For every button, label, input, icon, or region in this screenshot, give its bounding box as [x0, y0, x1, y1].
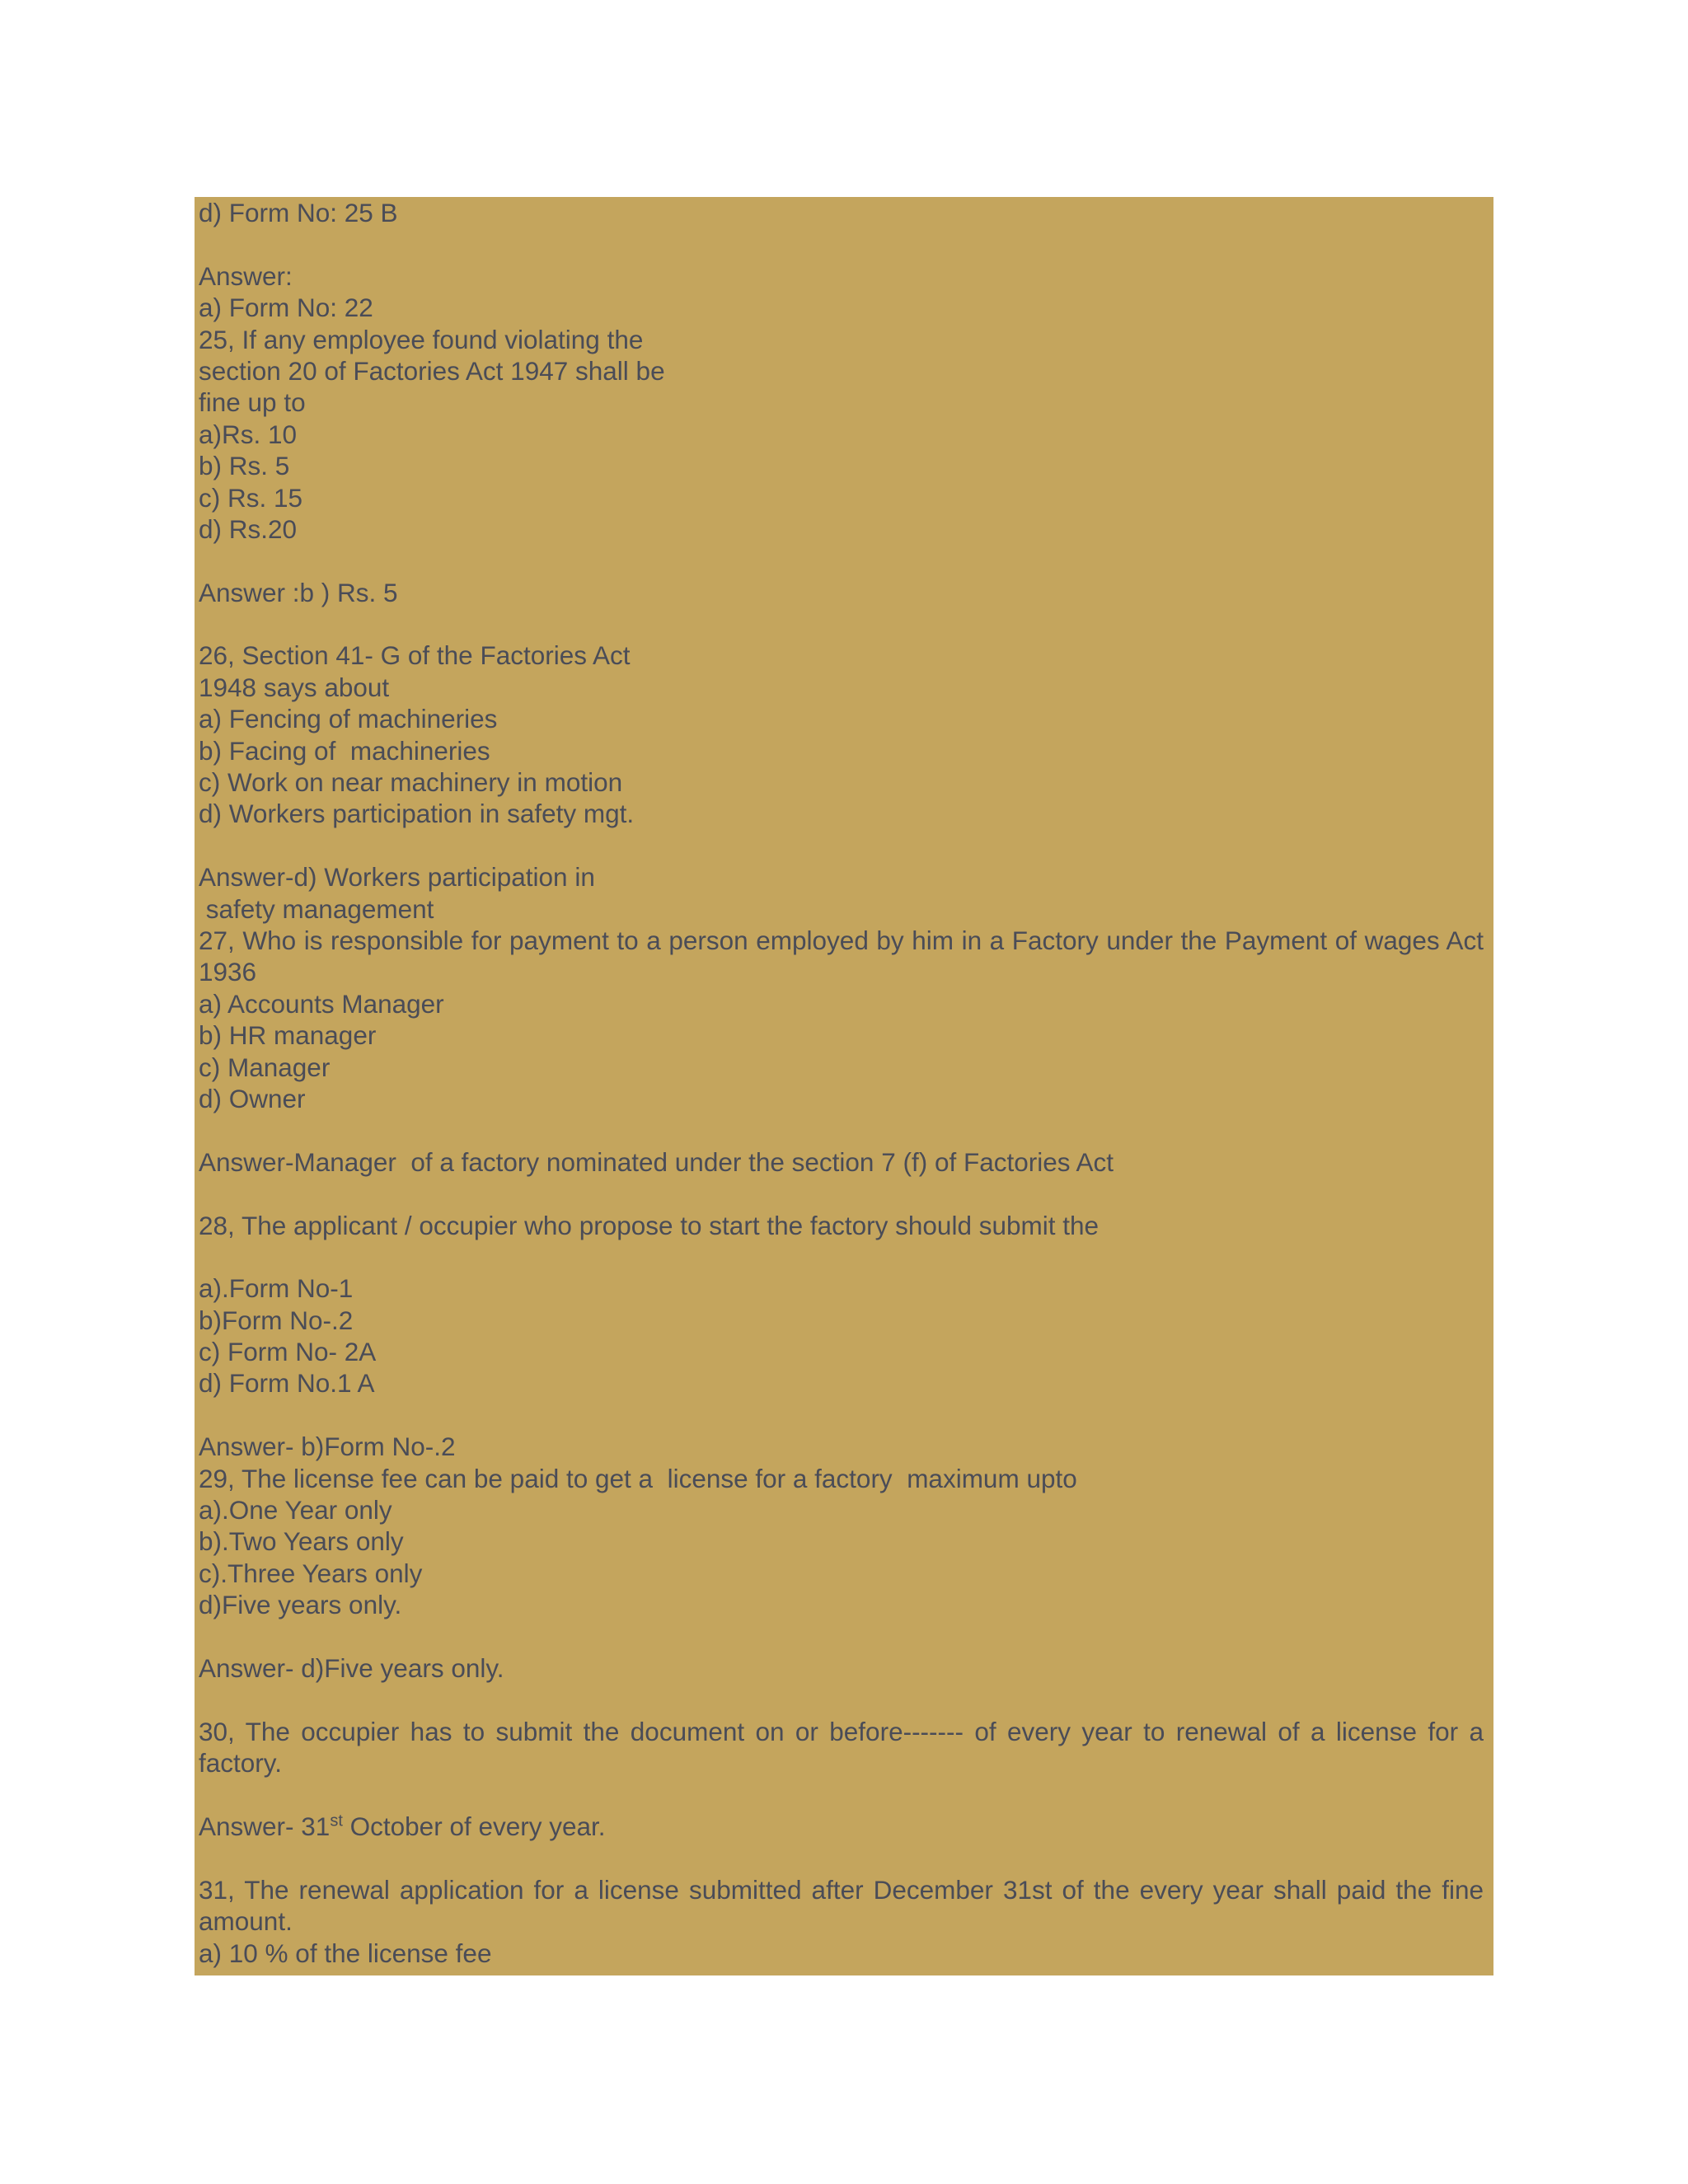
option-line: b) Rs. 5 [199, 451, 290, 481]
text-line: fine up to [199, 387, 306, 418]
line-gap [199, 1241, 1484, 1272]
line-gap [199, 1114, 1484, 1146]
text-line: 1948 says about [199, 672, 390, 702]
answer-line: safety management [199, 893, 434, 924]
option-line: c) Work on near machinery in motion [199, 767, 623, 798]
option-line: d) Owner [199, 1083, 306, 1113]
question-26: 26, Section 41- G of the Factories Act [199, 640, 631, 671]
line-gap [199, 608, 1484, 640]
question-29: 29, The license fee can be paid to get a license for a factory maximum upto [199, 1463, 1077, 1493]
option-line: a).Form No-1 [199, 1273, 354, 1304]
answer-line: Answer :b ) Rs. 5 [199, 577, 398, 607]
option-line: a) Fencing of machineries [199, 704, 498, 734]
option-line: d) Form No.1 A [199, 1368, 375, 1399]
line-gap [199, 1842, 1484, 1873]
ordinal-suffix: st [330, 1811, 343, 1830]
option-line: a) 10 % of the license fee [199, 1938, 492, 1968]
option-line: a) Accounts Manager [199, 988, 444, 1019]
line-gap [199, 1178, 1484, 1209]
page-panel [195, 197, 1493, 1975]
option-line: c) Form No- 2A [199, 1337, 377, 1367]
text-line: d) Form No: 25 B [199, 198, 398, 227]
line-gap [199, 1399, 1484, 1431]
option-line: d)Five years only. [199, 1590, 402, 1620]
question-30: 30, The occupier has to submit the document on or before------- of every year to renewal of a license for a factory. [199, 1716, 1484, 1779]
option-line: c) Rs. 15 [199, 482, 303, 513]
text-line: section 20 of Factories Act 1947 shall be [199, 355, 665, 386]
answer-prefix: Answer- 31 [199, 1811, 331, 1841]
answer-line [199, 1811, 1484, 1842]
option-line: a)Rs. 10 [199, 419, 298, 449]
option-line: d) Rs.20 [199, 513, 298, 544]
question-28: 28, The applicant / occupier who propose to start the factory should submit the [199, 1210, 1100, 1240]
text-line: Answer: [199, 260, 293, 291]
answer-suffix: October of every year. [342, 1811, 606, 1841]
option-line: b)Form No-.2 [199, 1305, 354, 1335]
document-text [199, 197, 1484, 1969]
option-line: d) Workers participation in safety mgt. [199, 799, 635, 829]
option-line: b).Two Years only [199, 1526, 404, 1557]
question-27: 27, Who is responsible for payment to a person employed by him in a Factory under the Payment of wages Act 1936 [199, 925, 1484, 987]
answer-line: Answer- b)Form No-.2 [199, 1432, 456, 1462]
answer-line: Answer-Manager of a factory nominated under the section 7 (f) of Factories Act [199, 1146, 1114, 1177]
option-line: c) Manager [199, 1052, 331, 1082]
line-gap [199, 228, 1484, 260]
line-gap [199, 1621, 1484, 1652]
text-line: a) Form No: 22 [199, 293, 373, 323]
line-gap [199, 545, 1484, 576]
line-gap [199, 830, 1484, 861]
question-31: 31, The renewal application for a license submitted after December 31st of the every year shall paid the fine amount. [199, 1874, 1484, 1937]
line-gap [199, 1779, 1484, 1811]
option-line: c).Three Years only [199, 1558, 423, 1588]
option-line: b) HR manager [199, 1020, 377, 1051]
option-line: a).One Year only [199, 1495, 392, 1526]
answer-line: Answer- d)Five years only. [199, 1653, 504, 1683]
question-25: 25, If any employee found violating the [199, 324, 644, 354]
option-line: b) Facing of machineries [199, 735, 490, 766]
answer-line: Answer-d) Workers participation in [199, 862, 595, 893]
line-gap [199, 1684, 1484, 1715]
